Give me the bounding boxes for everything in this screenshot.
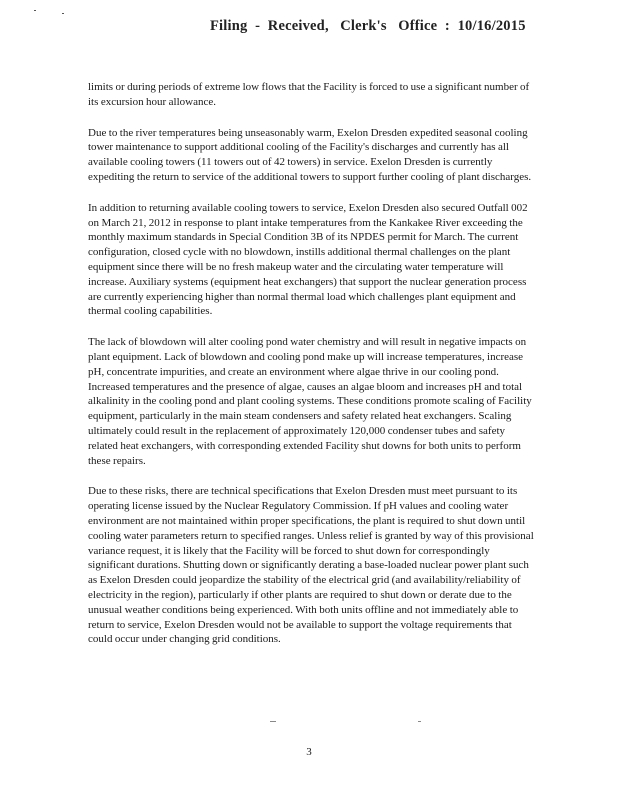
paragraph: Due to the river temperatures being unseasonably warm, Exelon Dresden expedited seasonal cooling tower maintenance to support additional cooling of the Facility's discharges and currently has all available cooling towers (11 towers out of 42 towers) in service. Exelon Dresden is currently expediting the return to service of the additional towers to support further cooling of plant discharges.	[88, 126, 532, 183]
paragraph: limits or during periods of extreme low flows that the Facility is forced to use a significant number of its excursion hour allowance.	[88, 81, 530, 108]
page-number: 3	[306, 746, 312, 758]
scan-speck	[34, 10, 36, 11]
paragraph: In addition to returning available cooling towers to service, Exelon Dresden also secured Outfall 002 on March 21, 2012 in response to plant intake temperatures from the Kankakee River exceeding the monthly maximum standards in Special Condition 3B of its NPDES permit for March. The current configuration, closed cycle with no blowdown, instills additional thermal challenges on the plant equipment since there will be no fresh makeup water and the circulating water temperature will increase. Auxiliary systems (equipment heat exchangers) that support the nuclear generation process are currently experiencing higher than normal thermal load which challenges plant equipment and thermal cooling capabilities.	[88, 201, 528, 318]
paragraph: Due to these risks, there are technical specifications that Exelon Dresden must meet pursuant to its operating license issued by the Nuclear Regulatory Commission. If pH values and cooling water environment are not maintained within proper specifications, the plant is required to shut down until cooling water parameters return to specified ranges. Unless relief is granted by way of this provisional variance request, it is likely that the Facility will be forced to shut down for correspondingly significant durations. Shutting down or significantly derating a base-loaded nuclear power plant such as Exelon Dresden could jeopardize the stability of the electrical grid (and availability/reliability of electricity in the region), particularly if other plants are required to shut down or derate due to the unusual weather conditions being experienced. With both units offline and not immediately able to return to service, Exelon Dresden would not be available to support the voltage requirements that could occur under changing grid conditions.	[88, 485, 534, 646]
footer-mark	[270, 721, 276, 722]
filing-stamp: Filing - Received, Clerk's Office : 10/16/2015	[210, 18, 526, 34]
paragraph: The lack of blowdown will alter cooling pond water chemistry and will result in negative impacts on plant equipment. Lack of blowdown and cooling pond make up will increase temperatures, increase pH, concentrate impurities, and create an environment where algae thrive in our cooling pond. Increased temperatures and the presence of algae, causes an algae bloom and increases pH and total alkalinity in the cooling pond and plant cooling systems. These conditions promote scaling of Facility equipment, particularly in the main steam condensers and safety related heat exchangers. Scaling ultimately could result in the replacement of approximately 120,000 condenser tubes and safety related heat exchangers, with corresponding extended Facility shut downs for both units to perform these repairs.	[88, 336, 532, 467]
document-body	[88, 80, 534, 663]
scan-speck	[62, 13, 64, 14]
footer-mark	[418, 721, 421, 722]
